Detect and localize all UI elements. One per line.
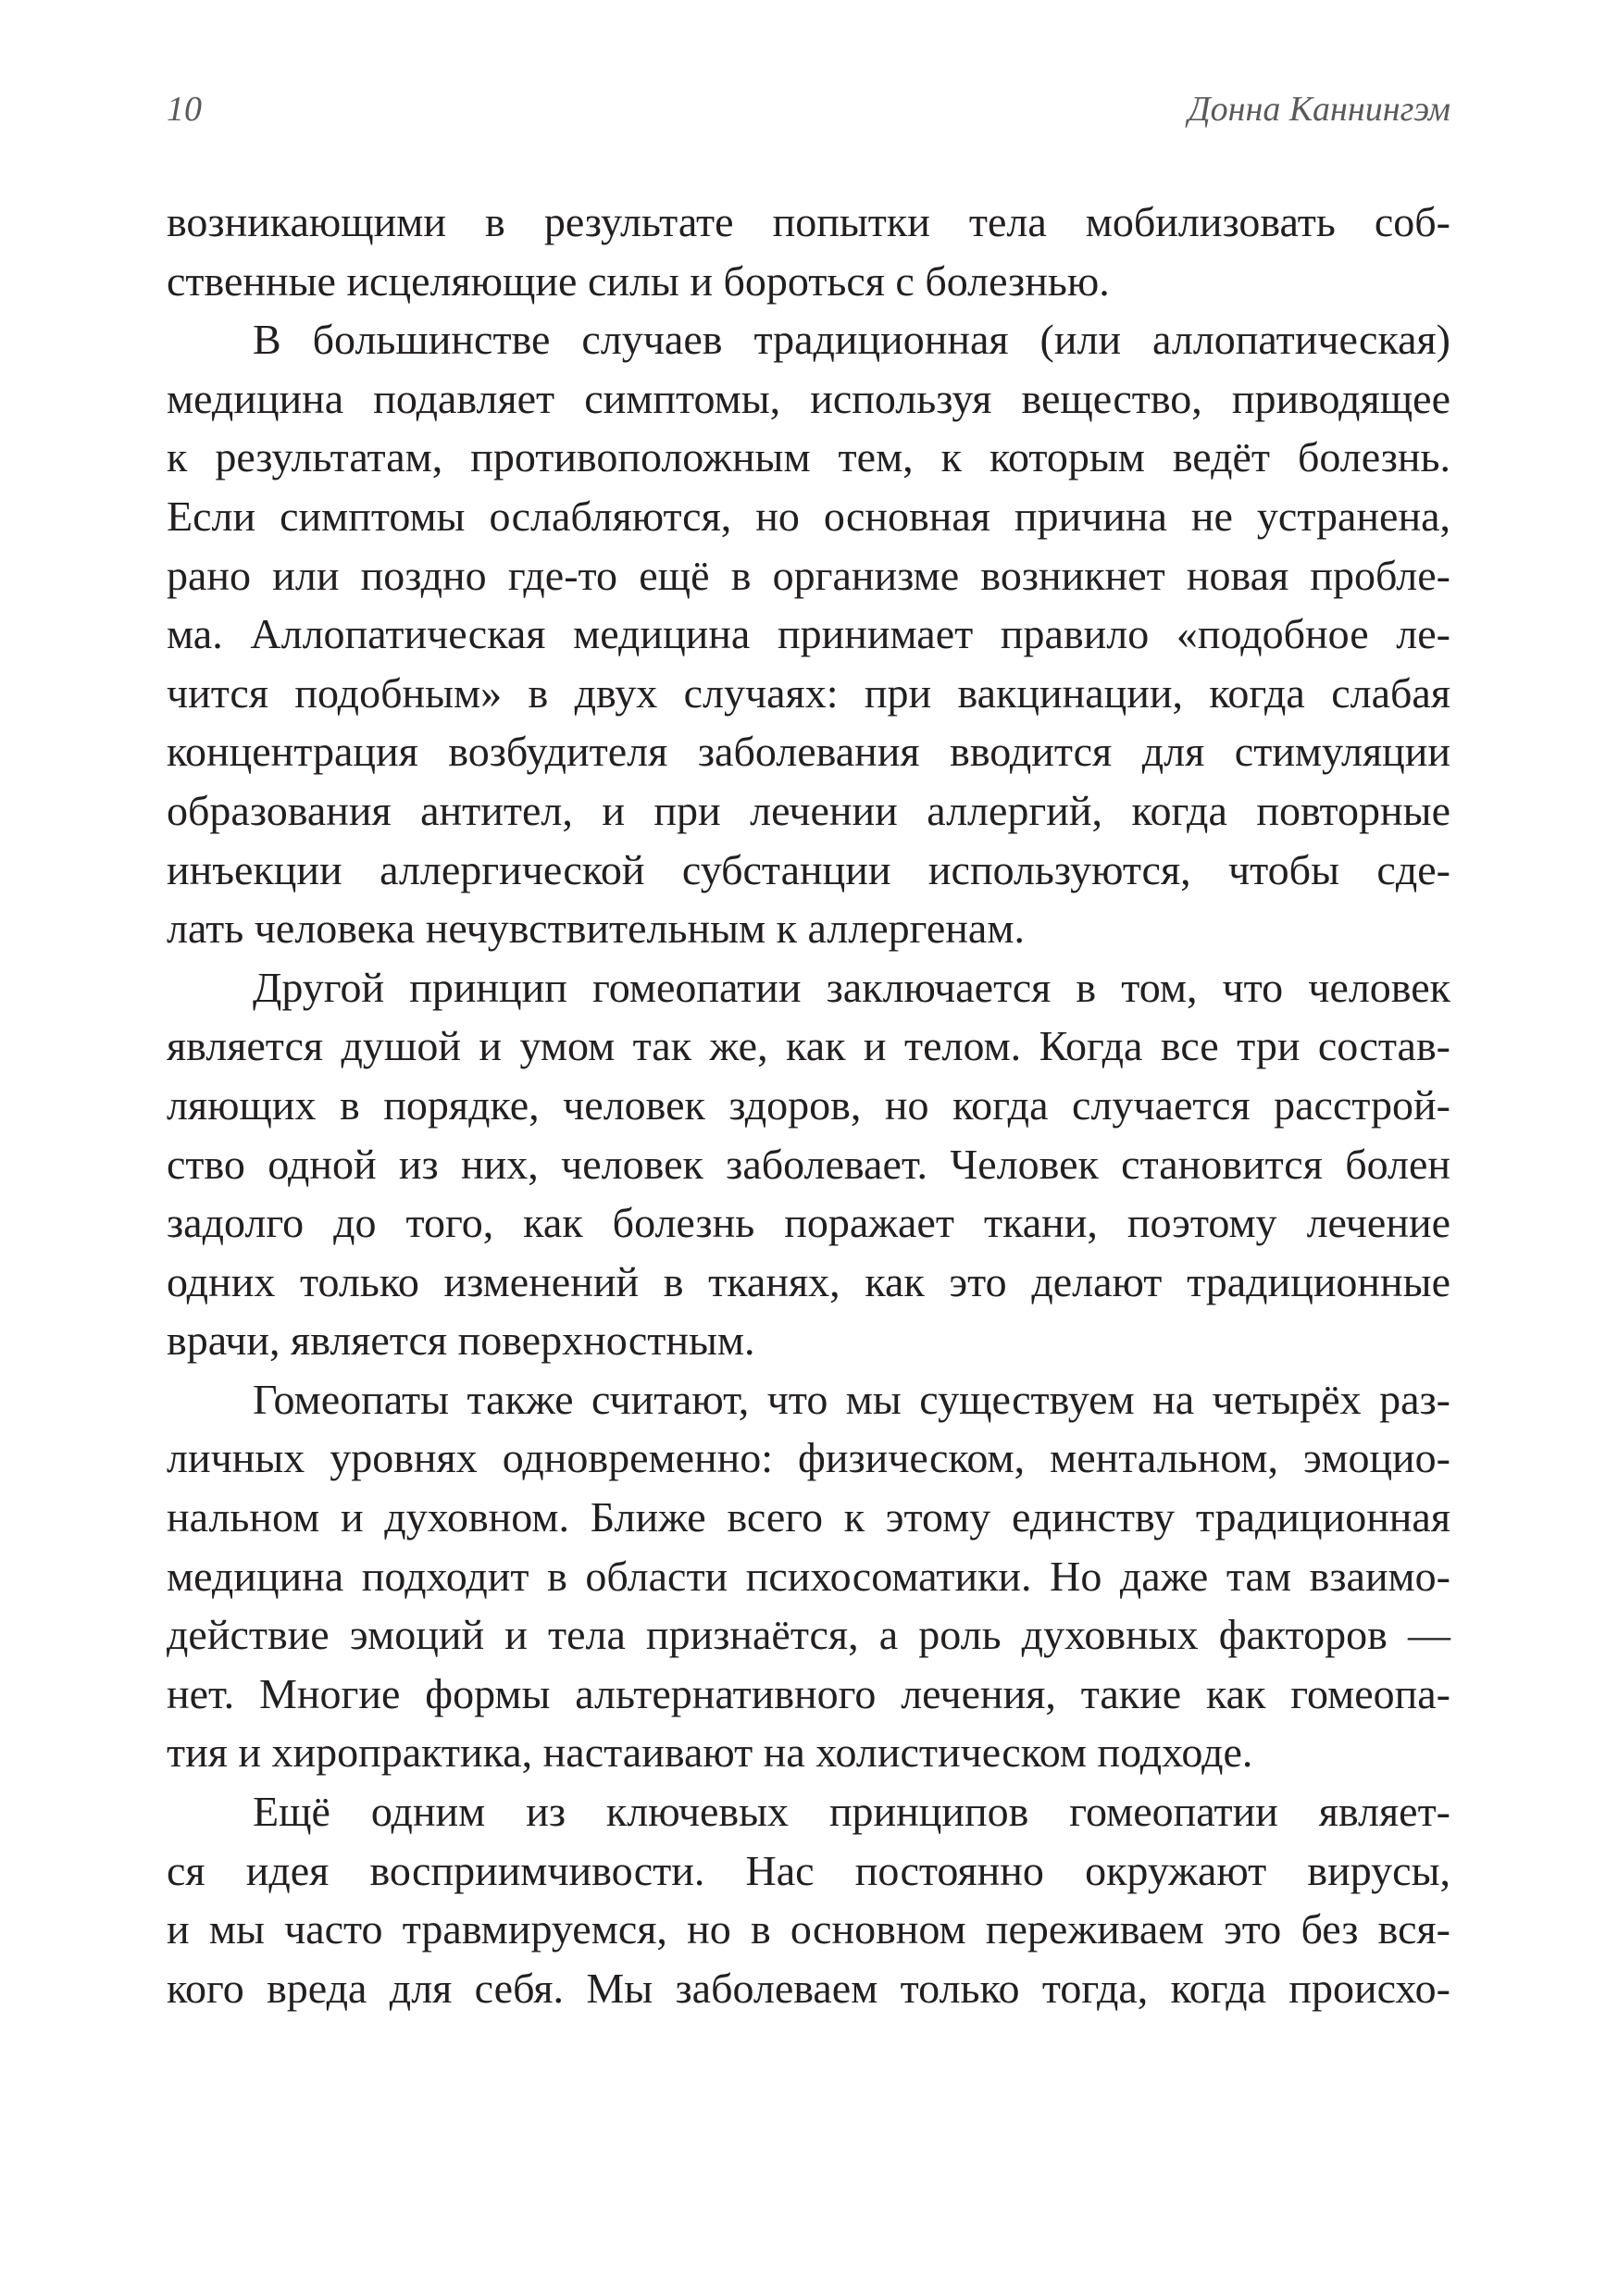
page-header [167,89,1450,144]
text-line: личных уровнях одновременно: физическом, ментальном, эмоцио- [167,1434,1450,1482]
text-line: концентрация возбудителя заболевания вводится для стимуляции [167,728,1450,776]
page-number: 10 [167,90,202,129]
text-line: одних только изменений в тканях, как это делают традиционные [167,1257,1450,1305]
text-line: нальном и духовном. Ближе всего к этому единству традиционная [167,1493,1450,1541]
text-line: В большинстве случаев традиционная (или аллопатическая) [253,316,1450,364]
text-line: задолго до того, как болезнь поражает ткани, поэтому лечение [167,1199,1450,1247]
text-line: рано или поздно где-то ещё в организме возникнет новая пробле- [167,551,1450,599]
text-line: Ещё одним из ключевых принципов гомеопатии являет- [253,1788,1450,1836]
text-line: медицина подходит в области психосоматики. Но даже там взаимо- [167,1552,1450,1600]
text-line: лать человека нечувствительным к аллергенам. [167,905,1025,953]
text-line: ся идея восприимчивости. Нас постоянно окружают вирусы, [167,1846,1450,1894]
running-head-author: Донна Каннингэм [1188,90,1450,129]
text-line: медицина подавляет симптомы, используя вещество, приводящее [167,374,1450,422]
text-line: кого вреда для себя. Мы заболеваем только тогда, когда происхо- [167,1964,1450,2012]
text-line: инъекции аллергической субстанции используются, чтобы сде- [167,845,1450,893]
text-line: является душой и умом так же, как и телом. Когда все три состав- [167,1022,1450,1070]
text-line: Гомеопаты также считают, что мы существуем на четырёх раз- [253,1375,1450,1423]
text-line: образования антител, и при лечении аллергий, когда повторные [167,786,1450,834]
body-text [167,193,1450,2017]
text-line: ма. Аллопатическая медицина принимает правило «подобное ле- [167,610,1450,658]
text-line: ство одной из них, человек заболевает. Человек становится болен [167,1140,1450,1188]
text-line: ственные исцеляющие силы и бороться с болезнью. [167,256,1110,305]
text-line: нет. Многие формы альтернативного лечения, такие как гомеопа- [167,1669,1450,1717]
text-line: и мы часто травмируемся, но в основном переживаем это без вся- [167,1905,1450,1953]
text-line: чится подобным» в двух случаях: при вакцинации, когда слабая [167,668,1450,717]
text-line: врачи, является поверхностным. [167,1316,755,1365]
text-line: возникающими в результате попытки тела мобилизовать соб- [167,198,1450,245]
text-line: Другой принцип гомеопатии заключается в том, что человек [253,963,1450,1011]
text-line: тия и хиропрактика, настаивают на холистическом подходе. [167,1728,1253,1777]
text-line: ляющих в порядке, человек здоров, но когда случается расстрой- [167,1080,1450,1129]
text-line: к результатам, противоположным тем, к которым ведёт болезнь. [167,433,1450,481]
text-line: Если симптомы ослабляются, но основная причина не устранена, [167,492,1450,540]
text-line: действие эмоций и тела признаётся, а роль духовных факторов — [167,1611,1450,1659]
